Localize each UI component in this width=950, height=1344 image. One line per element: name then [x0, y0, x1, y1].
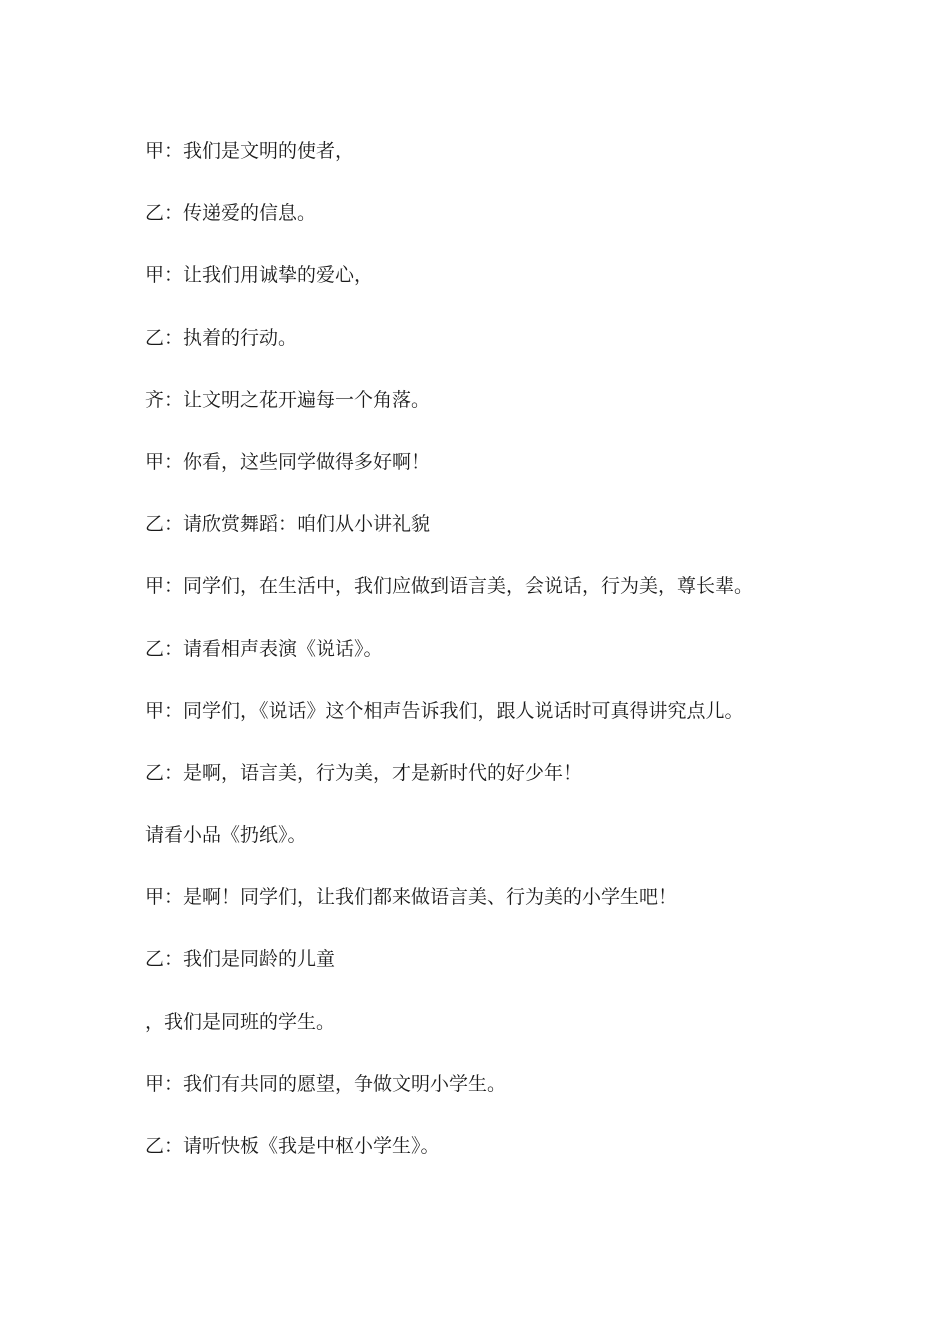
text-line: 乙：请听快板《我是中枢小学生》。 [145, 1135, 440, 1157]
text-line: 乙：传递爱的信息。 [145, 202, 317, 225]
text-line: 乙：执着的行动。 [145, 326, 298, 349]
text-line: 甲：我们是文明的使者， [145, 140, 355, 162]
script-text [145, 131, 905, 1188]
text-line: 甲：是啊！同学们，让我们都来做语言美、行为美的小学生吧！ [145, 886, 678, 909]
text-line: 甲：同学们，在生活中，我们应做到语言美，会说话，行为美，尊长辈。 [145, 575, 754, 598]
text-line: 甲：同学们，《说话》这个相声告诉我们，跟人说话时可真得讲究点儿。 [145, 699, 744, 722]
text-line: 甲：我们有共同的愿望，争做文明小学生。 [145, 1072, 507, 1095]
text-line: 乙：是啊，语言美，行为美，才是新时代的好少年！ [145, 761, 583, 784]
text-line: 乙：请欣赏舞蹈：咱们从小讲礼貌 [145, 513, 431, 536]
text-line: 甲：让我们用诚挚的爱心， [145, 264, 374, 287]
text-line: 乙：我们是同龄的儿童 [145, 948, 336, 971]
text-line: ，我们是同班的学生。 [145, 1010, 336, 1033]
text-line: 请看小品《扔纸》。 [145, 824, 307, 847]
text-line: 齐：让文明之花开遍每一个角落。 [145, 388, 431, 411]
text-line: 乙：请看相声表演《说话》。 [145, 637, 383, 660]
text-line: 甲：你看，这些同学做得多好啊！ [145, 450, 431, 473]
